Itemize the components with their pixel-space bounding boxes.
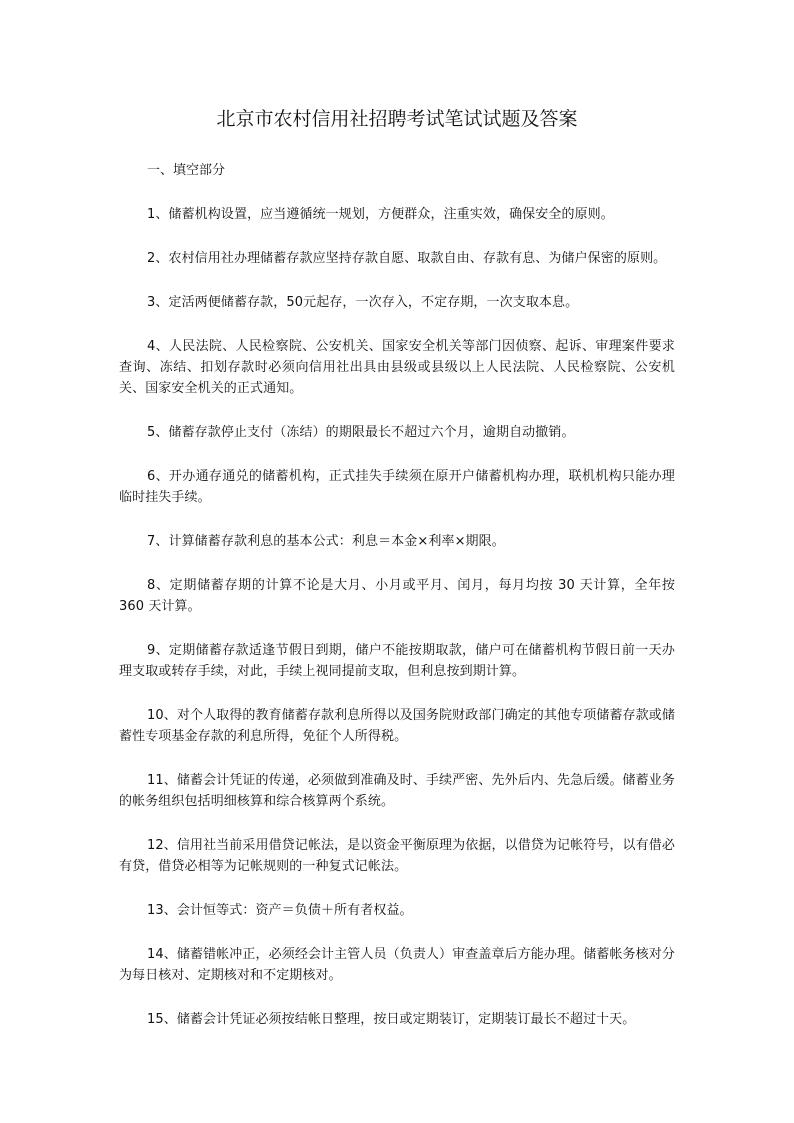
document-body <box>119 160 675 1053</box>
question-item-4: 4、人民法院、人民检察院、公安机关、国家安全机关等部门因侦察、起诉、审理案件要求查询、冻结、扣划存款时必须向信用社出具由县级或县级以上人民法院、人民检察院、公安机关、国家安全机关的正式通知。 <box>119 339 675 396</box>
question-item-7: 7、计算储蓄存款利息的基本公式：利息＝本金×利率×期限。 <box>147 534 505 549</box>
question-item-2: 2、农村信用社办理储蓄存款应坚持存款自愿、取款自由、存款有息、为储户保密的原则。 <box>147 251 667 266</box>
section-heading: 一、填空部分 <box>147 163 226 178</box>
question-item-15: 15、储蓄会计凭证必须按结帐日整理，按日或定期装订，定期装订最长不超过十天。 <box>147 1012 636 1027</box>
question-item-10: 10、对个人取得的教育储蓄存款利息所得以及国务院财政部门确定的其他专项储蓄存款或储蓄性专项基金存款的利息所得，免征个人所得税。 <box>119 708 675 744</box>
question-item-11: 11、储蓄会计凭证的传递，必须做到准确及时、手续严密、先外后内、先急后缓。储蓄业务的帐务组织包括明细核算和综合核算两个系统。 <box>119 773 675 809</box>
question-item-1: 1、储蓄机构设置，应当遵循统一规划，方便群众，注重实效，确保安全的原则。 <box>147 207 614 222</box>
question-item-12: 12、信用社当前采用借贷记帐法，是以资金平衡原理为依据，以借贷为记帐符号，以有借必有贷，借贷必相等为记帐规则的一种复式记帐法。 <box>119 838 675 874</box>
question-item-14: 14、储蓄错帐冲正，必须经会计主管人员（负责人）审查盖章后方能办理。储蓄帐务核对分为每日核对、定期核对和不定期核对。 <box>119 947 675 983</box>
question-item-6: 6、开办通存通兑的储蓄机构，正式挂失手续须在原开户储蓄机构办理，联机机构只能办理临时挂失手续。 <box>119 469 675 505</box>
document-title: 北京市农村信用社招聘考试笔试试题及答案 <box>216 108 578 130</box>
question-item-9: 9、定期储蓄存款适逢节假日到期，储户不能按期取款，储户可在储蓄机构节假日前一天办理支取或转存手续，对此，手续上视同提前支取，但利息按到期计算。 <box>119 643 675 679</box>
question-item-8: 8、定期储蓄存期的计算不论是大月、小月或平月、闰月，每月均按 30 天计算，全年按 360 天计算。 <box>119 578 675 614</box>
question-item-13: 13、会计恒等式：资产＝负债＋所有者权益。 <box>147 903 413 918</box>
question-item-3: 3、定活两便储蓄存款，50元起存，一次存入，不定存期，一次支取本息。 <box>147 295 579 310</box>
question-item-5: 5、储蓄存款停止支付（冻结）的期限最长不超过六个月，逾期自动撤销。 <box>147 425 575 440</box>
